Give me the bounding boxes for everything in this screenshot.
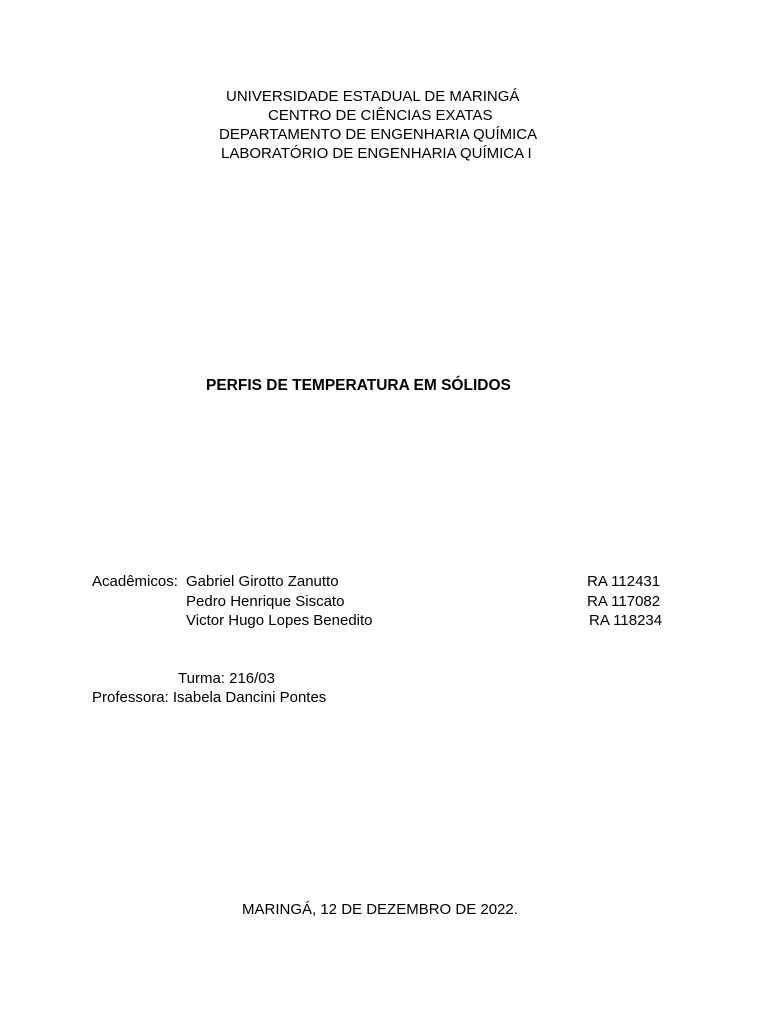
class-info: Turma: 216/03 (178, 670, 275, 687)
laboratory-name: LABORATÓRIO DE ENGENHARIA QUÍMICA I (221, 145, 532, 162)
students-label: Acadêmicos: (92, 573, 178, 590)
student-name: Victor Hugo Lopes Benedito (186, 612, 373, 629)
university-name: UNIVERSIDADE ESTADUAL DE MARINGÁ (226, 88, 520, 105)
professor-info: Professora: Isabela Dancini Pontes (92, 689, 327, 706)
student-name: Gabriel Girotto Zanutto (186, 573, 339, 590)
document-title: PERFIS DE TEMPERATURA EM SÓLIDOS (206, 377, 511, 394)
student-ra: RA 112431 (587, 573, 661, 590)
student-ra: RA 118234 (589, 612, 663, 629)
department-name: DEPARTAMENTO DE ENGENHARIA QUÍMICA (219, 126, 538, 143)
center-name: CENTRO DE CIÊNCIAS EXATAS (268, 107, 493, 124)
student-name: Pedro Henrique Siscato (186, 593, 345, 610)
place-date: MARINGÁ, 12 DE DEZEMBRO DE 2022. (242, 901, 518, 918)
student-ra: RA 117082 (587, 593, 661, 610)
